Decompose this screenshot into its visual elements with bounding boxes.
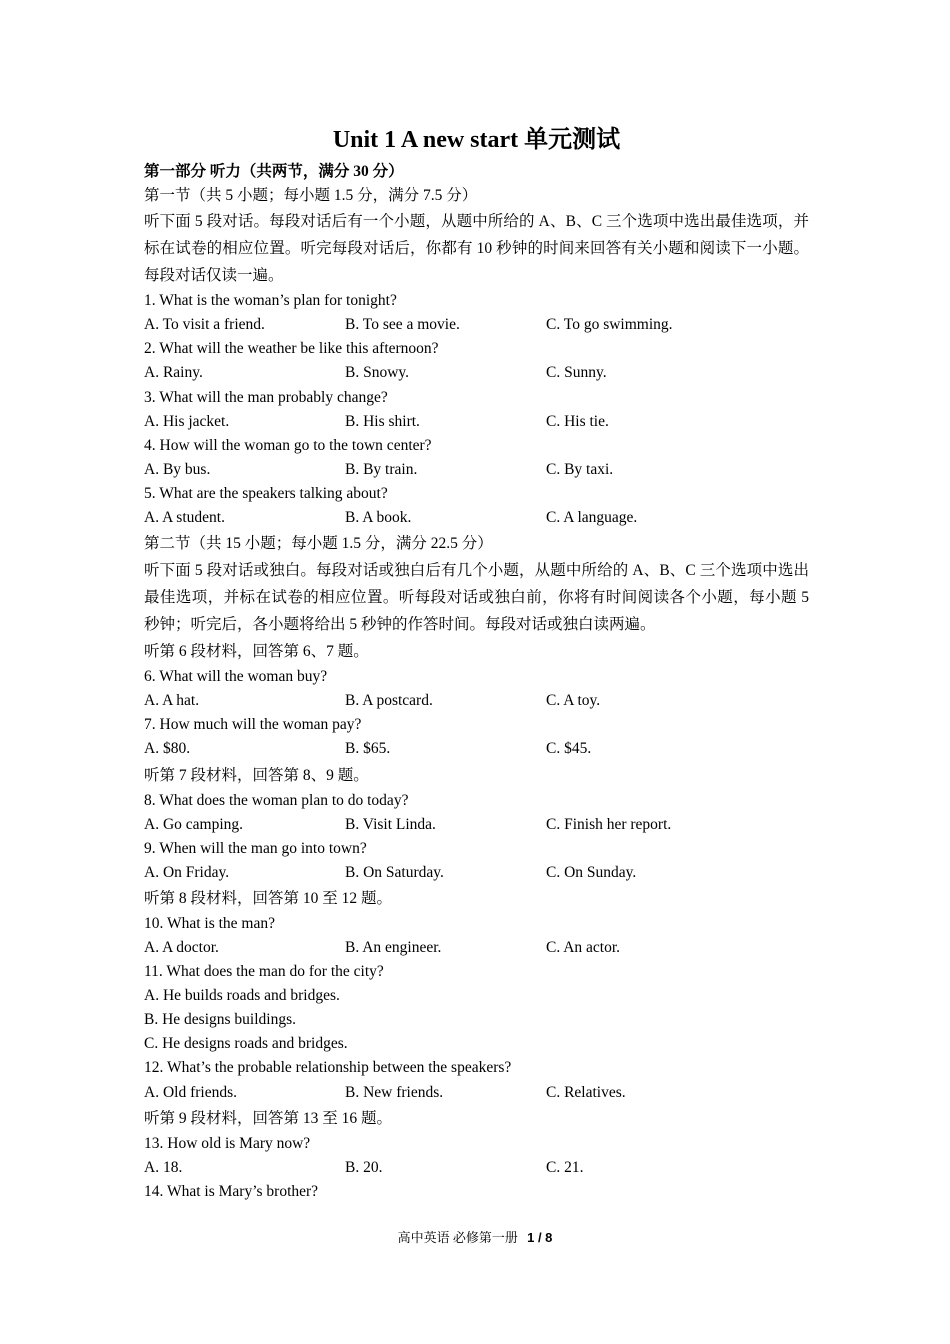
option-b: B. $65.	[345, 740, 391, 758]
option-a: A. A doctor.	[144, 938, 219, 956]
question-text: 5. What are the speakers talking about?	[144, 484, 388, 502]
option-c: C. A language.	[546, 509, 638, 527]
question-text: 12. What’s the probable relationship between the speakers?	[144, 1059, 512, 1077]
option-a: A. By bus.	[144, 460, 211, 478]
material-heading: 听第 8 段材料，回答第 10 至 12 题。	[144, 889, 393, 907]
option-c: C. An actor.	[546, 938, 621, 956]
option-b: B. A book.	[345, 509, 412, 527]
question-text: 4. How will the woman go to the town center?	[144, 436, 432, 454]
option-b: B. An engineer.	[345, 938, 442, 956]
option-a: A. Old friends.	[144, 1083, 237, 1101]
option-b: B. His shirt.	[345, 412, 420, 430]
option-a: A. Rainy.	[144, 364, 203, 382]
option-a: A. 18.	[144, 1158, 183, 1176]
option-b: B. New friends.	[345, 1083, 444, 1101]
option-b: B. Snowy.	[345, 364, 410, 382]
question-text: 9. When will the man go into town?	[144, 839, 367, 857]
options-row	[144, 313, 809, 337]
material-heading: 听第 7 段材料，回答第 8、9 题。	[144, 766, 369, 784]
question-text: 14. What is Mary’s brother?	[144, 1182, 319, 1200]
part-heading: 第一部分 听力（共两节，满分 30 分）	[144, 163, 404, 180]
page-footer	[0, 1228, 950, 1248]
question-text: 8. What does the woman plan to do today?	[144, 791, 409, 809]
option-a: A. On Friday.	[144, 863, 230, 881]
exam-page	[144, 122, 809, 1204]
options-row	[144, 361, 809, 385]
option-c: C. On Sunday.	[546, 863, 637, 881]
material-heading: 听第 9 段材料，回答第 13 至 16 题。	[144, 1109, 393, 1127]
option-c: C. 21.	[546, 1158, 584, 1176]
option-b: B. 20.	[345, 1158, 383, 1176]
options-row	[144, 410, 809, 434]
question-text: 11. What does the man do for the city?	[144, 963, 384, 981]
option-a: A. $80.	[144, 740, 191, 758]
option-a: A. A student.	[144, 509, 225, 527]
option-c: C. A toy.	[546, 692, 601, 710]
options-row	[144, 936, 809, 960]
option-a: A. His jacket.	[144, 412, 230, 430]
page-number: 1 / 8	[527, 1230, 553, 1245]
options-row	[144, 861, 809, 885]
question-list	[144, 289, 809, 530]
options-row	[144, 813, 809, 837]
question-text: 13. How old is Mary now?	[144, 1134, 311, 1152]
question-text: 6. What will the woman buy?	[144, 668, 328, 686]
option-c: C. To go swimming.	[546, 316, 673, 334]
option-c: C. By taxi.	[546, 460, 614, 478]
question-text: 2. What will the weather be like this afternoon?	[144, 340, 439, 358]
option-c: C. His tie.	[546, 412, 609, 430]
option-c: C. Sunny.	[546, 364, 607, 382]
section-instructions: 听下面 5 段对话或独白。每段对话或独白后有几个小题，从题中所给的 A、B、C 三个选项中选出最佳选项，并标在试卷的相应位置。听每段对话或独白前，你将有时间阅读各个小题，每小题 5 秒钟；听完后，各小题将给出 5 秒钟的作答时间。每段对话或独白读两遍。	[144, 562, 809, 634]
section-heading: 第一节（共 5 小题；每小题 1.5 分，满分 7.5 分）	[144, 187, 478, 205]
page-title: Unit 1 A new start 单元测试	[332, 127, 621, 153]
option-a: A. To visit a friend.	[144, 316, 265, 334]
footer-book-title: 高中英语 必修第一册	[397, 1230, 518, 1245]
option-b: B. He designs buildings.	[144, 1011, 296, 1029]
section-instructions: 听下面 5 段对话。每段对话后有一个小题，从题中所给的 A、B、C 三个选项中选出最佳选项，并标在试卷的相应位置。听完每段对话后，你都有 10 秒钟的时间来回答有关小题和阅读下一小题。每段对话仅读一遍。	[144, 213, 809, 285]
question-text: 10. What is the man?	[144, 914, 276, 932]
option-c: C. $45.	[546, 740, 592, 758]
option-a: A. He builds roads and bridges.	[144, 987, 340, 1005]
question-text: 3. What will the man probably change?	[144, 388, 388, 406]
option-c: C. Relatives.	[546, 1083, 626, 1101]
option-b: B. On Saturday.	[345, 863, 444, 881]
question-text: 7. How much will the woman pay?	[144, 716, 362, 734]
option-b: B. By train.	[345, 460, 418, 478]
option-a: A. A hat.	[144, 692, 200, 710]
options-row	[144, 458, 809, 482]
option-a: A. Go camping.	[144, 815, 244, 833]
material-heading: 听第 6 段材料，回答第 6、7 题。	[144, 643, 369, 661]
options-row	[144, 737, 809, 761]
option-c: C. Finish her report.	[546, 815, 672, 833]
question-text: 1. What is the woman’s plan for tonight?	[144, 292, 397, 310]
option-b: B. A postcard.	[345, 692, 433, 710]
section-heading: 第二节（共 15 小题；每小题 1.5 分，满分 22.5 分）	[144, 535, 493, 553]
option-b: B. To see a movie.	[345, 316, 460, 334]
options-row	[144, 1156, 809, 1180]
options-row	[144, 506, 809, 530]
options-row	[144, 1081, 809, 1105]
option-b: B. Visit Linda.	[345, 815, 436, 833]
option-c: C. He designs roads and bridges.	[144, 1035, 348, 1053]
options-row	[144, 689, 809, 713]
